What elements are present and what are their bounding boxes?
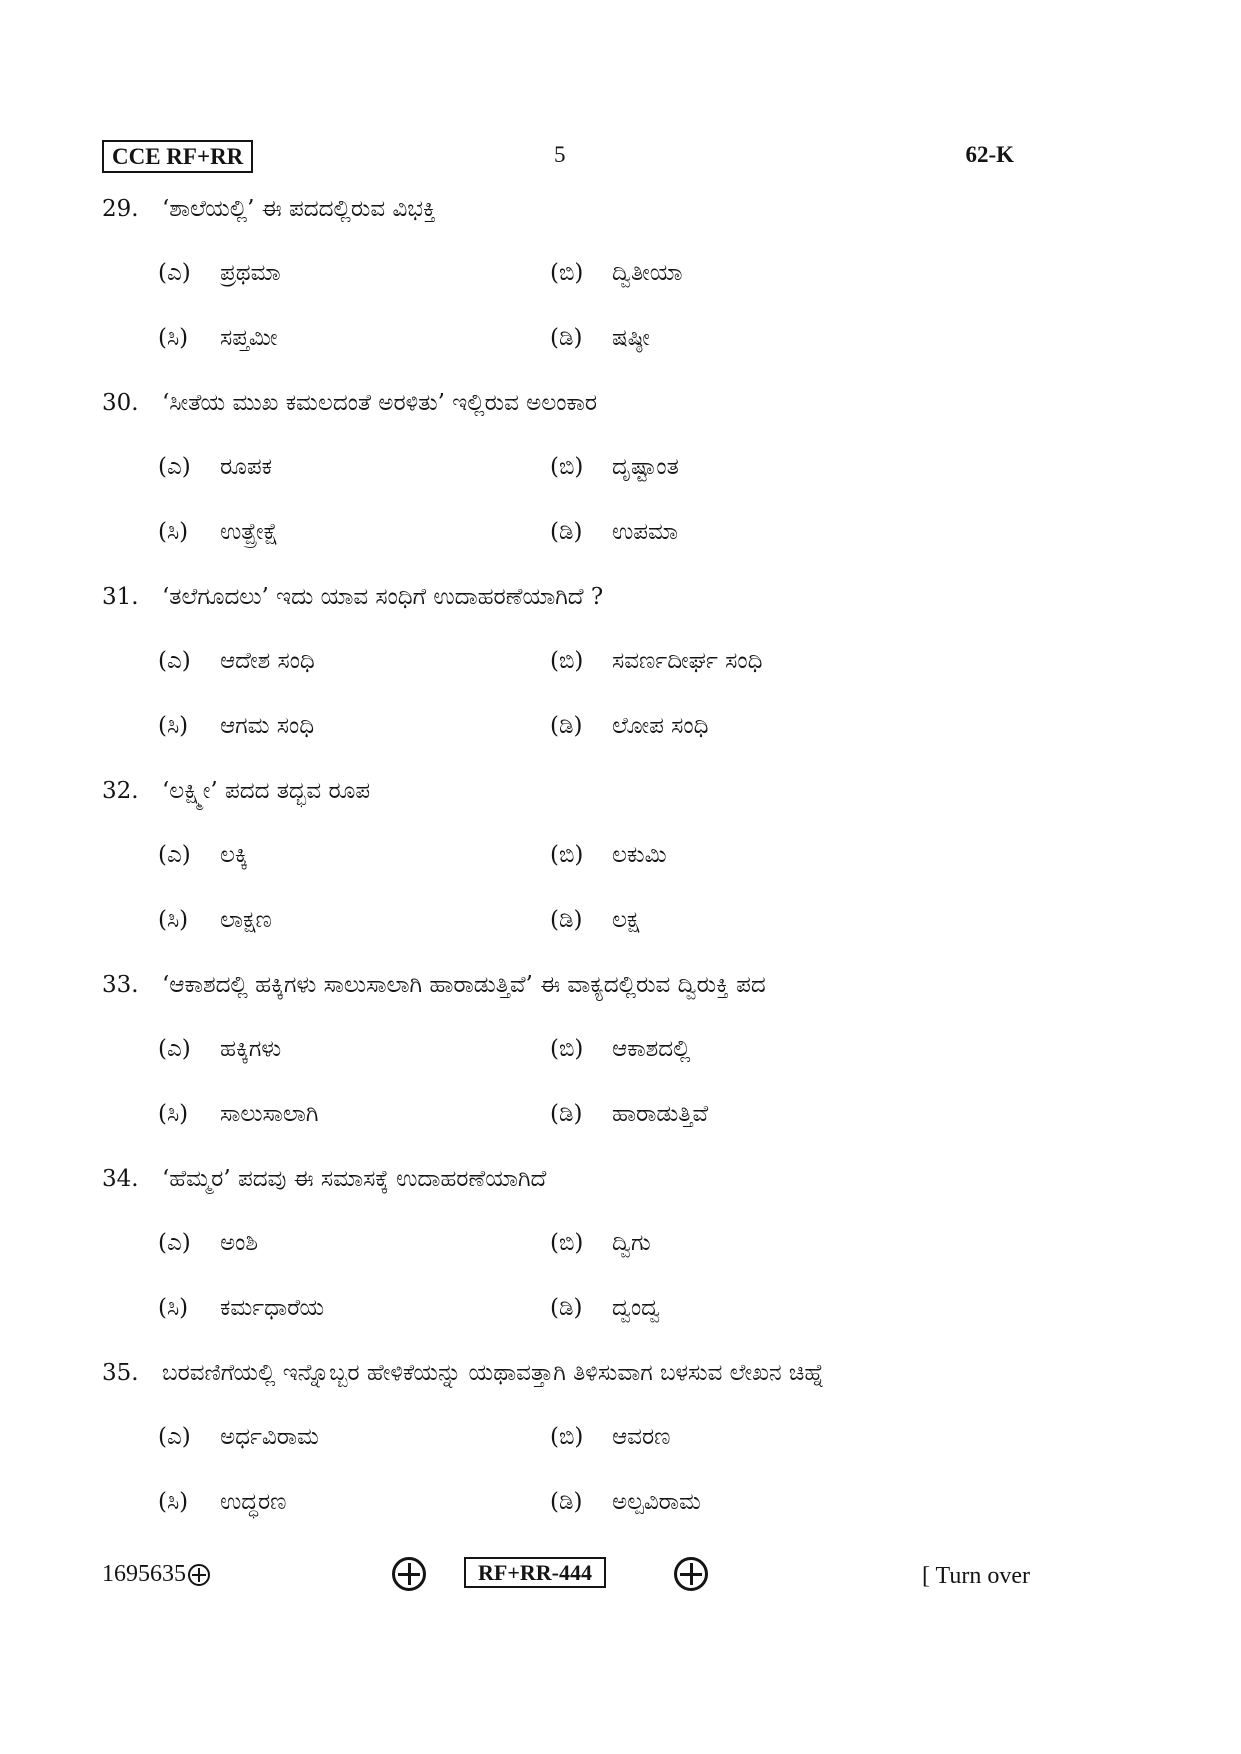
question-stem xyxy=(102,190,436,228)
option-c xyxy=(158,1483,287,1521)
option-b xyxy=(550,1224,651,1262)
serial-number-group xyxy=(102,1561,210,1588)
question-text: ‘ಆಕಾಶದಲ್ಲಿ ಹಕ್ಕಿಗಳು ಸಾಲುಸಾಲಾಗಿ ಹಾರಾಡುತ್ತಿವೆ’ ಈ ವಾಕ್ಯದಲ್ಲಿರುವ ದ್ವಿರುಕ್ತಿ ಪದ xyxy=(162,972,766,998)
registration-mark-icon xyxy=(188,1564,210,1586)
question-stem xyxy=(102,772,370,810)
question-number: 32. xyxy=(102,778,139,804)
option-text: ಕರ್ಮಧಾರೆಯ xyxy=(220,1295,325,1321)
option-c xyxy=(158,319,278,357)
option-text: ಆದೇಶ ಸಂಧಿ xyxy=(220,648,315,674)
question-stem xyxy=(102,384,597,422)
question-number: 29. xyxy=(102,196,139,222)
question-text: ‘ತಲೆಗೂದಲು’ ಇದು ಯಾವ ಸಂಧಿಗೆ ಉದಾಹರಣೆಯಾಗಿದೆ ? xyxy=(162,584,604,610)
option-label: (ಸಿ) xyxy=(158,1489,189,1515)
option-text: ದೃಷ್ಟಾಂತ xyxy=(612,454,679,480)
option-label: (ಸಿ) xyxy=(158,713,189,739)
option-label: (ಎ) xyxy=(158,454,191,480)
option-text: ಲೋಪ ಸಂಧಿ xyxy=(612,713,709,739)
option-label: (ಬಿ) xyxy=(550,648,584,674)
question-text: ‘ಸೀತೆಯ ಮುಖ ಕಮಲದಂತೆ ಅರಳಿತು’ ಇಲ್ಲಿರುವ ಅಲಂಕಾರ xyxy=(162,390,598,416)
option-a xyxy=(158,1418,319,1456)
option-label: (ಸಿ) xyxy=(158,1295,189,1321)
turn-over-text: [ Turn over xyxy=(921,1563,1030,1589)
question-29 xyxy=(102,190,1062,384)
option-text: ಹಕ್ಕಿಗಳು xyxy=(220,1036,282,1062)
question-text: ‘ಲಕ್ಷ್ಮೀ’ ಪದದ ತದ್ಭವ ರೂಪ xyxy=(162,778,371,804)
option-d xyxy=(550,1095,708,1133)
option-a xyxy=(158,836,248,874)
option-c xyxy=(158,1289,324,1327)
footer-code-box: RF+RR-444 xyxy=(464,1557,606,1588)
option-a xyxy=(158,1030,281,1068)
option-text: ಅಂಶಿ xyxy=(220,1230,258,1256)
option-label: (ಡಿ) xyxy=(550,519,583,545)
option-d xyxy=(550,513,678,551)
option-label: (ಎ) xyxy=(158,1036,191,1062)
option-a xyxy=(158,1224,258,1262)
option-text: ಉತ್ಪ್ರೇಕ್ಷೆ xyxy=(220,519,279,545)
option-text: ಲಕುಮಿ xyxy=(612,842,667,868)
option-c xyxy=(158,1095,319,1133)
exam-code-box: CCE RF+RR xyxy=(102,140,253,173)
option-label: (ಡಿ) xyxy=(550,325,583,351)
option-label: (ಎ) xyxy=(158,260,191,286)
option-label: (ಬಿ) xyxy=(550,1424,584,1450)
option-text: ಸವರ್ಣದೀರ್ಘ ಸಂಧಿ xyxy=(612,648,763,674)
option-label: (ಎ) xyxy=(158,1230,191,1256)
option-label: (ಬಿ) xyxy=(550,1036,584,1062)
option-b xyxy=(550,1030,691,1068)
page-number: 5 xyxy=(554,142,566,167)
question-stem xyxy=(102,1354,824,1392)
question-text: ‘ಹೆಮ್ಮರ’ ಪದವು ಈ ಸಮಾಸಕ್ಕೆ ಉದಾಹರಣೆಯಾಗಿದೆ xyxy=(162,1166,547,1192)
option-label: (ಡಿ) xyxy=(550,1295,583,1321)
question-34 xyxy=(102,1160,1062,1354)
option-text: ಲಾಕ್ಷಣ xyxy=(220,907,272,933)
registration-mark-icon xyxy=(674,1557,708,1591)
option-text: ದ್ವಿತೀಯಾ xyxy=(612,260,683,286)
option-label: (ಸಿ) xyxy=(158,519,189,545)
question-31 xyxy=(102,578,1062,772)
question-stem xyxy=(102,966,766,1004)
option-text: ಲಕ್ಷ xyxy=(612,907,640,933)
option-text: ಷಷ್ಠೀ xyxy=(612,325,650,351)
option-a xyxy=(158,254,281,292)
option-b xyxy=(550,1418,670,1456)
option-text: ಸಾಲುಸಾಲಾಗಿ xyxy=(220,1101,319,1127)
option-a xyxy=(158,448,272,486)
question-text: ಬರವಣಿಗೆಯಲ್ಲಿ ಇನ್ನೊಬ್ಬರ ಹೇಳಿಕೆಯನ್ನು ಯಥಾವತ್ತಾಗಿ ತಿಳಿಸುವಾಗ ಬಳಸುವ ಲೇಖನ ಚಿಹ್ನೆ xyxy=(162,1360,825,1386)
question-number: 31. xyxy=(102,584,139,610)
option-d xyxy=(550,707,708,745)
option-b xyxy=(550,836,667,874)
question-stem xyxy=(102,1160,546,1198)
option-label: (ಬಿ) xyxy=(550,454,584,480)
option-label: (ಎ) xyxy=(158,1424,191,1450)
option-text: ದ್ವಂದ್ವ xyxy=(612,1295,661,1321)
option-d xyxy=(550,319,650,357)
option-text: ಆವರಣ xyxy=(612,1424,671,1450)
option-text: ಲಕ್ಕಿ xyxy=(220,842,248,868)
question-number: 33. xyxy=(102,972,139,998)
option-c xyxy=(158,513,278,551)
option-text: ಆಗಮ ಸಂಧಿ xyxy=(220,713,315,739)
option-text: ಪ್ರಥಮಾ xyxy=(220,260,281,286)
question-number: 34. xyxy=(102,1166,139,1192)
option-text: ಅರ್ಧವಿರಾಮ xyxy=(220,1424,319,1450)
option-label: (ಸಿ) xyxy=(158,1101,189,1127)
question-list xyxy=(102,190,1062,1548)
option-text: ರೂಪಕ xyxy=(220,454,272,480)
question-30 xyxy=(102,384,1062,578)
option-text: ಅಲ್ಪವಿರಾಮ xyxy=(612,1489,701,1515)
option-label: (ಎ) xyxy=(158,842,191,868)
option-label: (ಸಿ) xyxy=(158,325,189,351)
option-text: ಉಪಮಾ xyxy=(612,519,679,545)
option-d xyxy=(550,1483,701,1521)
question-33 xyxy=(102,966,1062,1160)
option-c xyxy=(158,901,272,939)
option-text: ಹಾರಾಡುತ್ತಿವೆ xyxy=(612,1101,709,1127)
registration-mark-icon xyxy=(392,1557,426,1591)
question-number: 35. xyxy=(102,1360,139,1386)
option-d xyxy=(550,901,639,939)
question-35 xyxy=(102,1354,1062,1548)
serial-number: 1695635 xyxy=(102,1561,186,1587)
option-a xyxy=(158,642,315,680)
option-text: ಆಕಾಶದಲ್ಲಿ xyxy=(612,1036,691,1062)
option-label: (ಡಿ) xyxy=(550,1101,583,1127)
option-label: (ಬಿ) xyxy=(550,1230,584,1256)
question-text: ‘ಶಾಲೆಯಲ್ಲಿ’ ಈ ಪದದಲ್ಲಿರುವ ವಿಭಕ್ತಿ xyxy=(162,196,436,222)
option-b xyxy=(550,254,683,292)
option-b xyxy=(550,448,679,486)
option-text: ಸಪ್ತಮೀ xyxy=(220,325,278,351)
option-text: ಉದ್ಧರಣ xyxy=(220,1489,287,1515)
page-footer xyxy=(102,1555,1030,1595)
option-label: (ಡಿ) xyxy=(550,1489,583,1515)
option-c xyxy=(158,707,314,745)
option-label: (ಡಿ) xyxy=(550,907,583,933)
option-label: (ಸಿ) xyxy=(158,907,189,933)
option-label: (ಎ) xyxy=(158,648,191,674)
question-number: 30. xyxy=(102,390,139,416)
option-d xyxy=(550,1289,660,1327)
option-b xyxy=(550,642,762,680)
question-stem xyxy=(102,578,603,616)
page-header xyxy=(102,140,1022,176)
paper-code: 62-K xyxy=(965,142,1014,167)
option-label: (ಡಿ) xyxy=(550,713,583,739)
question-32 xyxy=(102,772,1062,966)
option-text: ದ್ವಿಗು xyxy=(612,1230,651,1256)
option-label: (ಬಿ) xyxy=(550,260,584,286)
option-label: (ಬಿ) xyxy=(550,842,584,868)
